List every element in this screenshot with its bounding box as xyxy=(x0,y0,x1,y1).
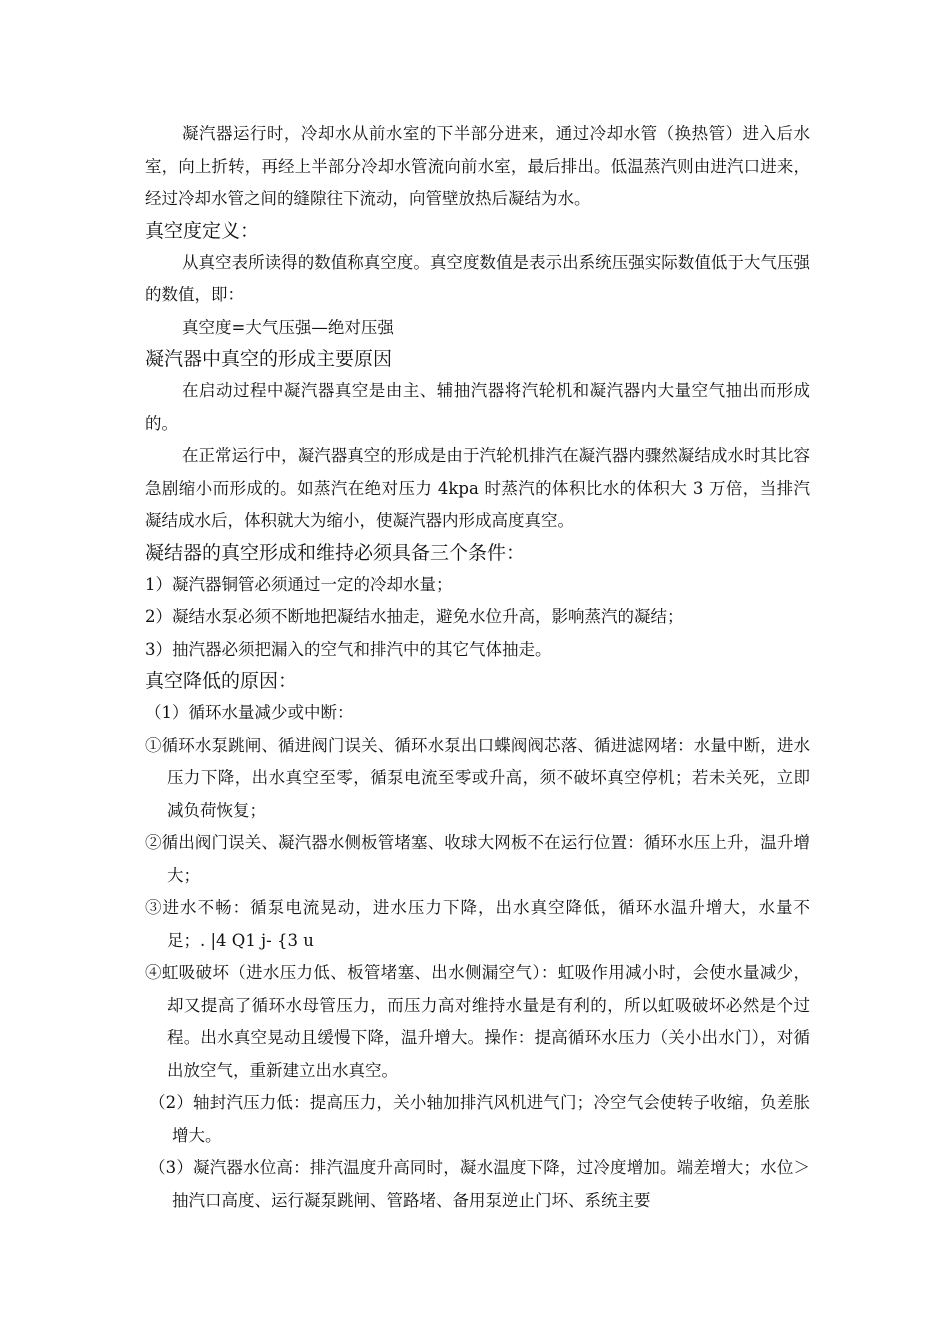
heading-vacuum-definition: 真空度定义： xyxy=(145,219,260,242)
heading-vacuum-drop-reasons: 真空降低的原因： xyxy=(145,670,298,692)
condition-item: 1）凝汽器铜管必须通过一定的冷却水量； xyxy=(145,574,453,594)
condition-item: 3）抽汽器必须把漏入的空气和排汽中的其它气体抽走。 xyxy=(145,639,552,659)
reason-subheading-2: （2）轴封汽压力低：提高压力，关小轴加排汽风机进气门；冷空气会使转子收缩，负差胀增大。 xyxy=(149,1093,810,1145)
reason-subheading-3: （3）凝汽器水位高：排汽温度升高同时，凝水温度下降，过冷度增加。端差增大；水位＞抽汽口高度、运行凝泵跳闸、管路堵、备用泵逆止门坏、系统主要 xyxy=(149,1158,810,1210)
vacuum-formula: 真空度=大气压强—绝对压强 xyxy=(182,317,394,337)
reason-circ-item: ②循出阀门误关、凝汽器水侧板管堵塞、收球大网板不在运行位置：循环水压上升，温升增大； xyxy=(145,833,810,885)
heading-three-conditions: 凝结器的真空形成和维持必须具备三个条件： xyxy=(145,541,526,564)
document-page xyxy=(145,118,810,1217)
vacuum-definition-paragraph: 从真空表所读得的数值称真空度。真空度数值是表示出系统压强实际数值低于大气压强的数值，即： xyxy=(145,252,810,304)
reason-circ-item: ④虹吸破坏（进水压力低、板管堵塞、出水侧漏空气）：虹吸作用减小时，会使水量减少，却又提高了循环水母管压力，而压力高对维持水量是有利的，所以虹吸破坏必然是个过程。出水真空晃动且缓慢下降，温升增大。操作：提高循环水压力（关小出水门），对循出放空气，重新建立出水真空。 xyxy=(145,963,810,1080)
reason-circ-item: ③进水不畅：循泵电流晃动，进水压力下降，出水真空降低，循环水温升增大，水量不足；. |4 Q1 j- {3 u xyxy=(145,898,810,950)
formation-paragraph-startup: 在启动过程中凝汽器真空是由主、辅抽汽器将汽轮机和凝汽器内大量空气抽出而形成的。 xyxy=(145,381,810,433)
heading-vacuum-formation: 凝汽器中真空的形成主要原因 xyxy=(145,348,393,370)
reason-circ-item: ①循环水泵跳闸、循进阀门误关、循环水泵出口蝶阀阀芯落、循进滤网堵：水量中断，进水压力下降，出水真空至零，循泵电流至零或升高，须不破坏真空停机；若未关死，立即减负荷恢复； xyxy=(145,735,810,820)
condition-item: 2）凝结水泵必须不断地把凝结水抽走，避免水位升高，影响蒸汽的凝结； xyxy=(145,607,684,626)
formation-paragraph-normal: 在正常运行中，凝汽器真空的形成是由于汽轮机排汽在凝汽器内骤然凝结成水时其比容急剧缩小而形成的。如蒸汽在绝对压力 4kpa 时蒸汽的体积比水的体积大 3 万倍，当排汽凝结成水后，体积就大为缩小，使凝汽器内形成高度真空。 xyxy=(145,446,810,530)
intro-paragraph: 凝汽器运行时，冷却水从前水室的下半部分进来，通过冷却水管（换热管）进入后水室，向上折转，再经上半部分冷却水管流向前水室，最后排出。低温蒸汽则由进汽口进来，经过冷却水管之间的缝隙往下流动，向管壁放热后凝结为水。 xyxy=(145,124,810,208)
reason-subheading-1: （1）循环水量减少或中断： xyxy=(145,703,354,722)
